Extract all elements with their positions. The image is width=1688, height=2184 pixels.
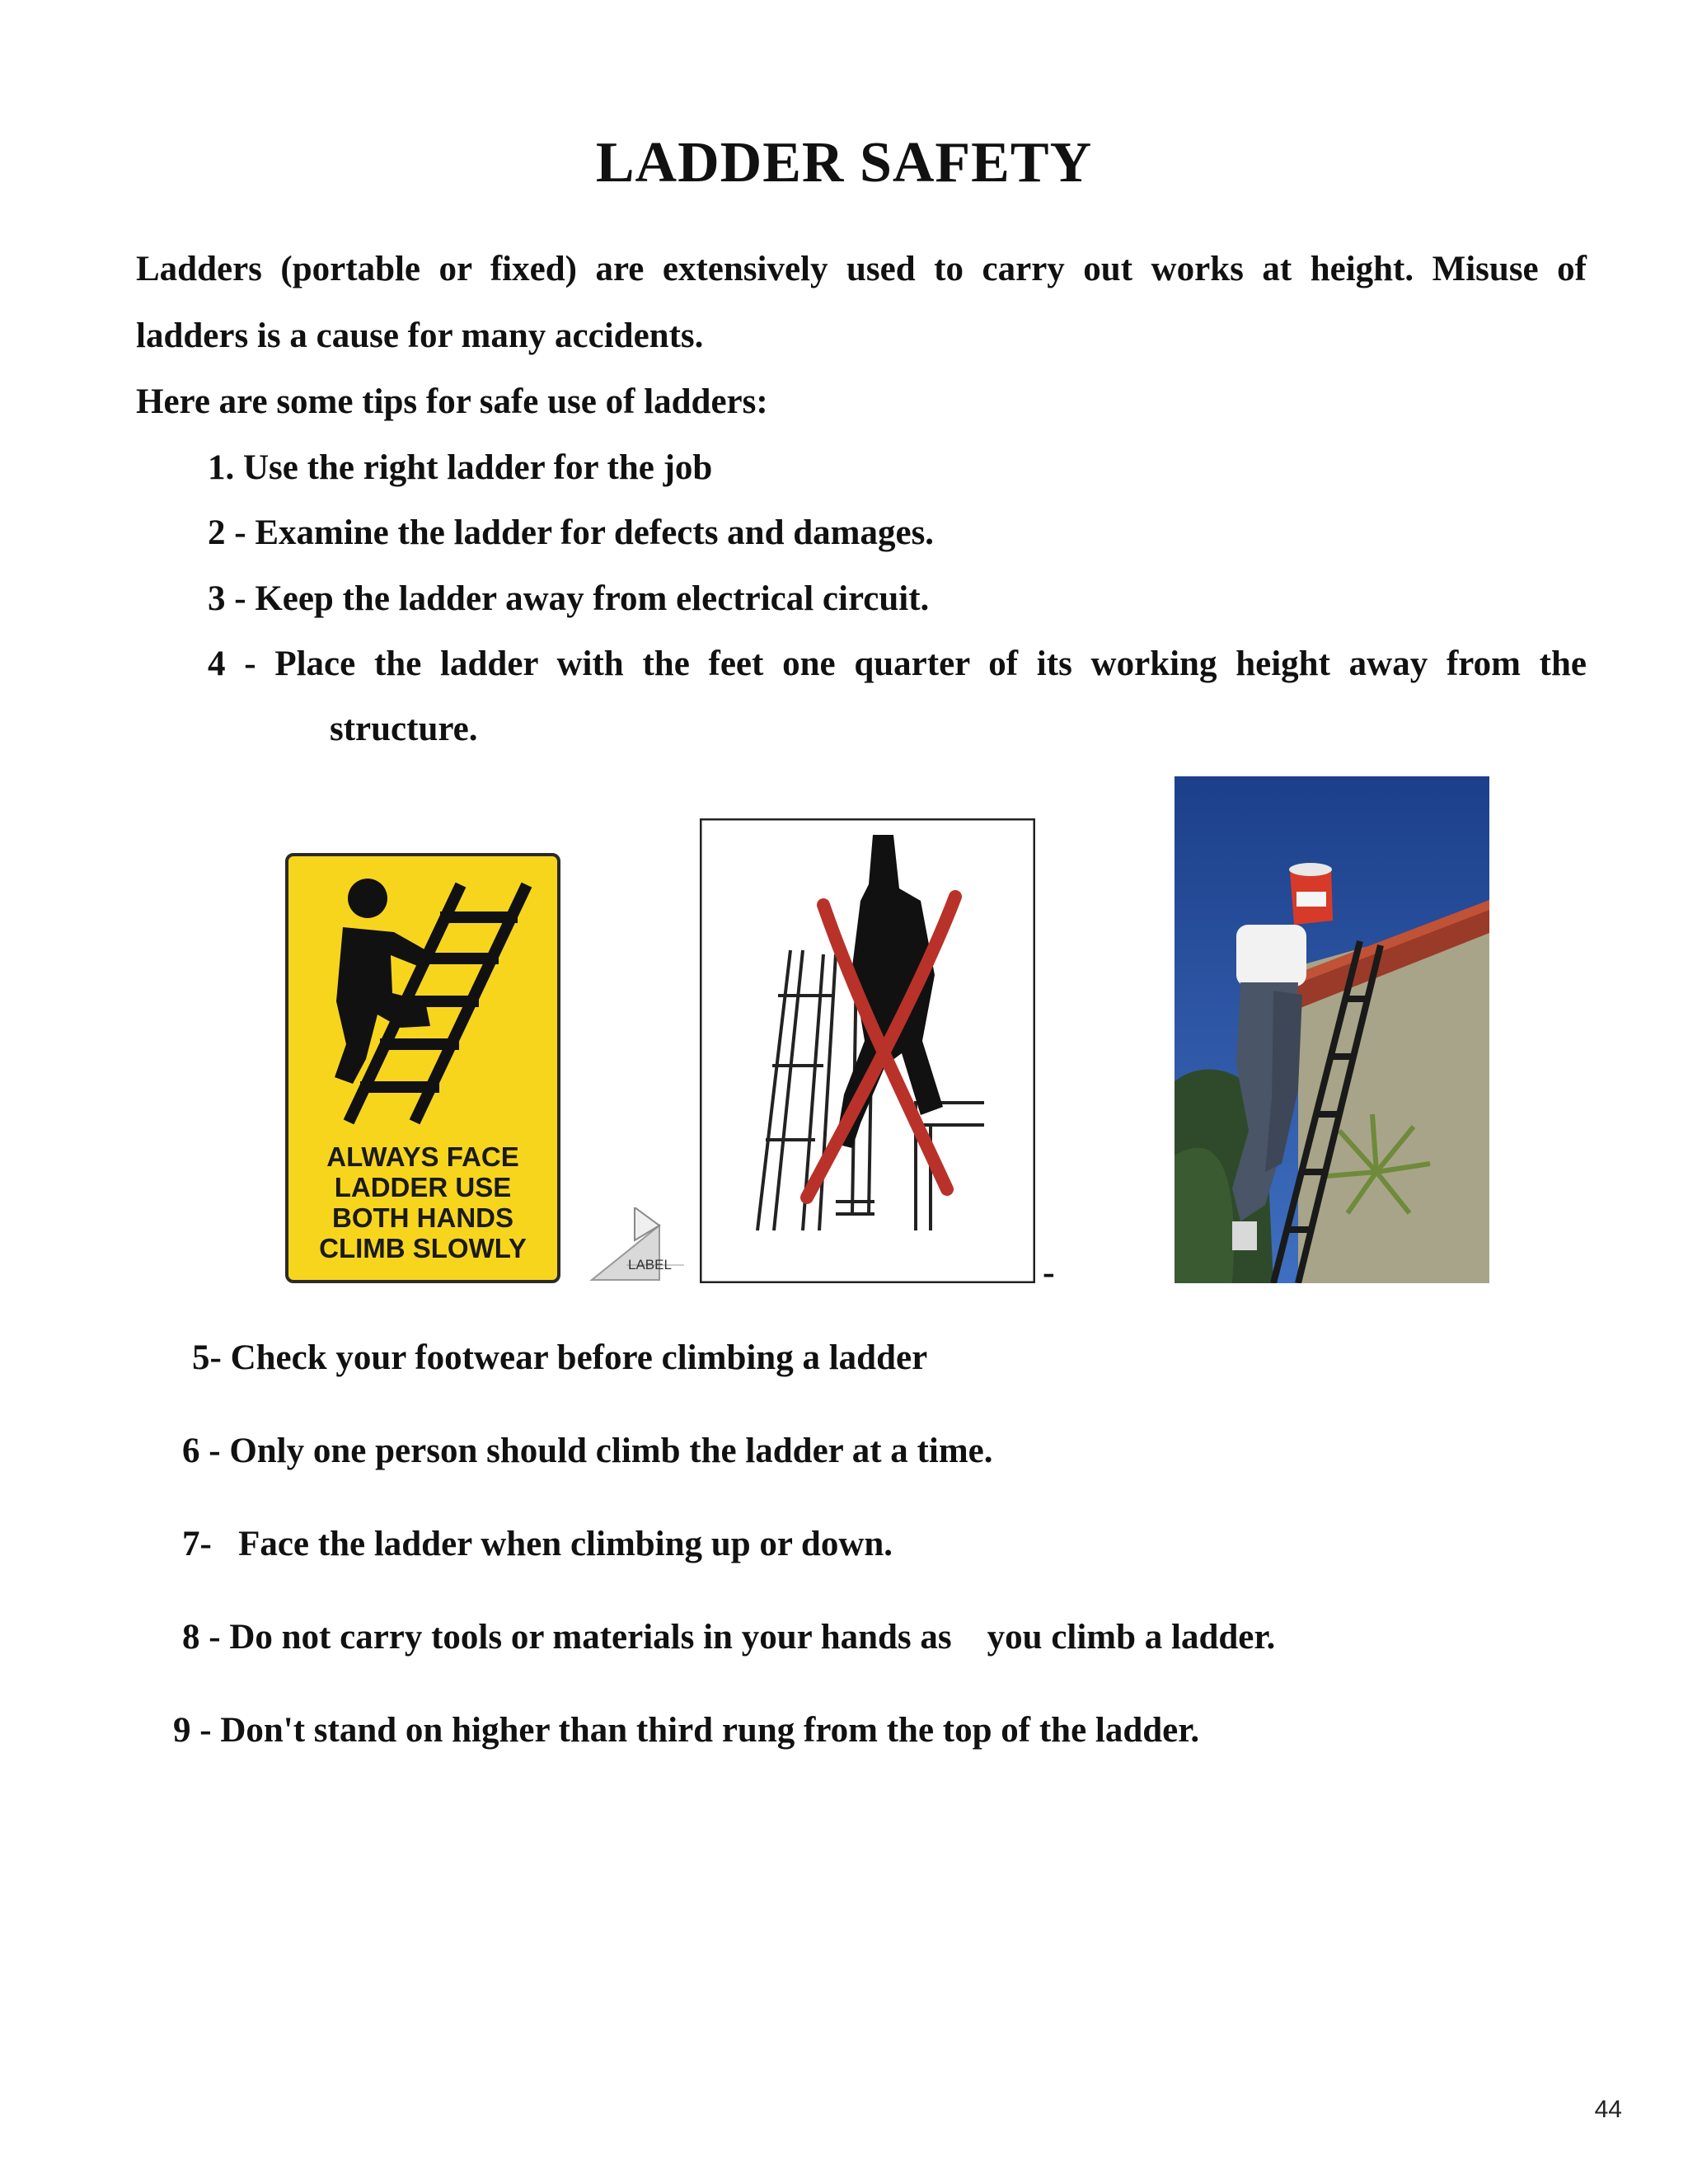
tip-6: 6 - Only one person should climb the ladder at a time.: [182, 1432, 993, 1470]
tip-4-continuation: structure.: [330, 710, 478, 748]
tip-5: 5- Check your footwear before climbing a ladder: [192, 1338, 928, 1377]
page-number: 44: [1594, 2096, 1622, 2123]
label-sticker-text: LABEL: [628, 1257, 672, 1272]
do-not-stand-on-top-icon: [700, 818, 1035, 1283]
tip-8: 8 - Do not carry tools or materials in your hands as you climb a ladder.: [182, 1618, 1276, 1657]
separator-dash: -: [1043, 1252, 1055, 1292]
sign-line-3: BOTH HANDS: [332, 1202, 513, 1233]
tip-1: 1. Use the right ladder for the job: [208, 448, 713, 487]
intro-lead: Here are some tips for safe use of ladders:: [136, 382, 768, 421]
tip-9: 9 - Don't stand on higher than third rung from the top of the ladder.: [173, 1711, 1200, 1750]
sign-line-2: LADDER USE: [334, 1172, 512, 1202]
ladder-climber-icon: [285, 853, 560, 1283]
sign-line-4: CLIMB SLOWLY: [319, 1233, 527, 1263]
intro-line-2: ladders is a cause for many accidents.: [136, 316, 704, 355]
tip-3: 3 - Keep the ladder away from electrical circuit.: [208, 579, 930, 618]
ladder-climber-photo: [1175, 776, 1489, 1283]
label-sticker: [585, 1207, 688, 1282]
tip-2: 2 - Examine the ladder for defects and damages.: [208, 513, 935, 552]
do-not-stand-on-top-figure: [700, 818, 1035, 1283]
always-face-ladder-sign: [285, 853, 560, 1283]
tip-7: 7- Face the ladder when climbing up or down.: [182, 1525, 893, 1563]
page-title: LADDER SAFETY: [595, 131, 1093, 194]
intro-line-1: Ladders (portable or fixed) are extensively used to carry out works at height. Misuse of: [136, 250, 1587, 288]
tip-4: 4 - Place the ladder with the feet one quarter of its working height away from the: [208, 644, 1587, 683]
ladder-climber-photo-icon: [1175, 776, 1489, 1283]
sign-line-1: ALWAYS FACE: [326, 1141, 519, 1172]
